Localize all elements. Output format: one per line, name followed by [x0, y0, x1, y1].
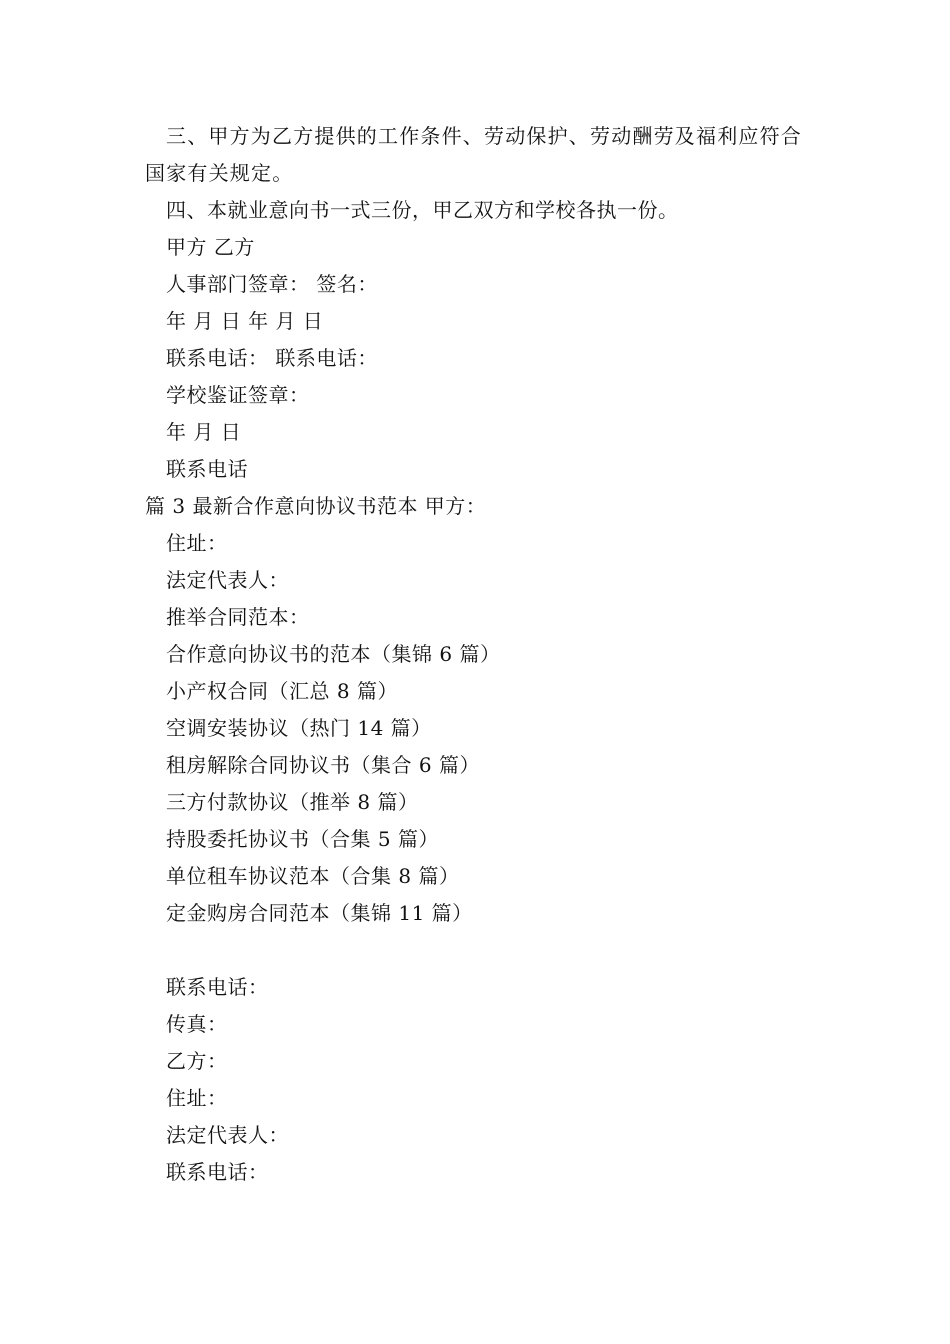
- date-line-double: 年 月 日 年 月 日: [166, 309, 324, 333]
- party-a-fax: 传真：: [166, 1012, 228, 1036]
- clause-three: 三、甲方为乙方提供的工作条件、劳动保护、劳动酬劳及福利应符合国家有关规定。: [145, 124, 802, 185]
- recommended-link[interactable]: 持股委托协议书（合集 5 篇）: [166, 827, 439, 851]
- date-line-single: 年 月 日: [166, 420, 242, 444]
- party-b-phone: 联系电话：: [166, 1160, 269, 1184]
- section-heading: 篇 3 最新合作意向协议书范本 甲方：: [145, 494, 487, 518]
- party-b-label: 乙方：: [166, 1049, 228, 1073]
- recommended-link[interactable]: 小产权合同（汇总 8 篇）: [166, 679, 398, 703]
- party-a-phone: 联系电话：: [166, 975, 269, 999]
- recommended-link[interactable]: 单位租车协议范本（合集 8 篇）: [166, 864, 460, 888]
- phone-line-single: 联系电话: [166, 457, 248, 481]
- recommended-link[interactable]: 三方付款协议（推举 8 篇）: [166, 790, 419, 814]
- recommended-link[interactable]: 合作意向协议书的范本（集锦 6 篇）: [166, 642, 501, 666]
- school-seal-line: 学校鉴证签章：: [166, 383, 310, 407]
- phone-line-double: 联系电话： 联系电话：: [166, 346, 378, 370]
- document-body: [145, 118, 815, 1191]
- recommended-link[interactable]: 定金购房合同范本（集锦 11 篇）: [166, 901, 473, 925]
- recommended-link[interactable]: 租房解除合同协议书（集合 6 篇）: [166, 753, 480, 777]
- recommended-link[interactable]: 空调安装协议（热门 14 篇）: [166, 716, 432, 740]
- party-labels: 甲方 乙方: [166, 235, 255, 259]
- party-a-legal-rep: 法定代表人：: [166, 568, 289, 592]
- party-b-legal-rep: 法定代表人：: [166, 1123, 289, 1147]
- recommended-title: 推举合同范本：: [166, 605, 310, 629]
- clause-four: 四、本就业意向书一式三份，甲乙双方和学校各执一份。: [166, 198, 679, 222]
- blank-line: [145, 932, 815, 969]
- party-b-address: 住址：: [166, 1086, 228, 1110]
- party-a-address: 住址：: [166, 531, 228, 555]
- seal-signature-line: 人事部门签章： 签名：: [166, 272, 378, 296]
